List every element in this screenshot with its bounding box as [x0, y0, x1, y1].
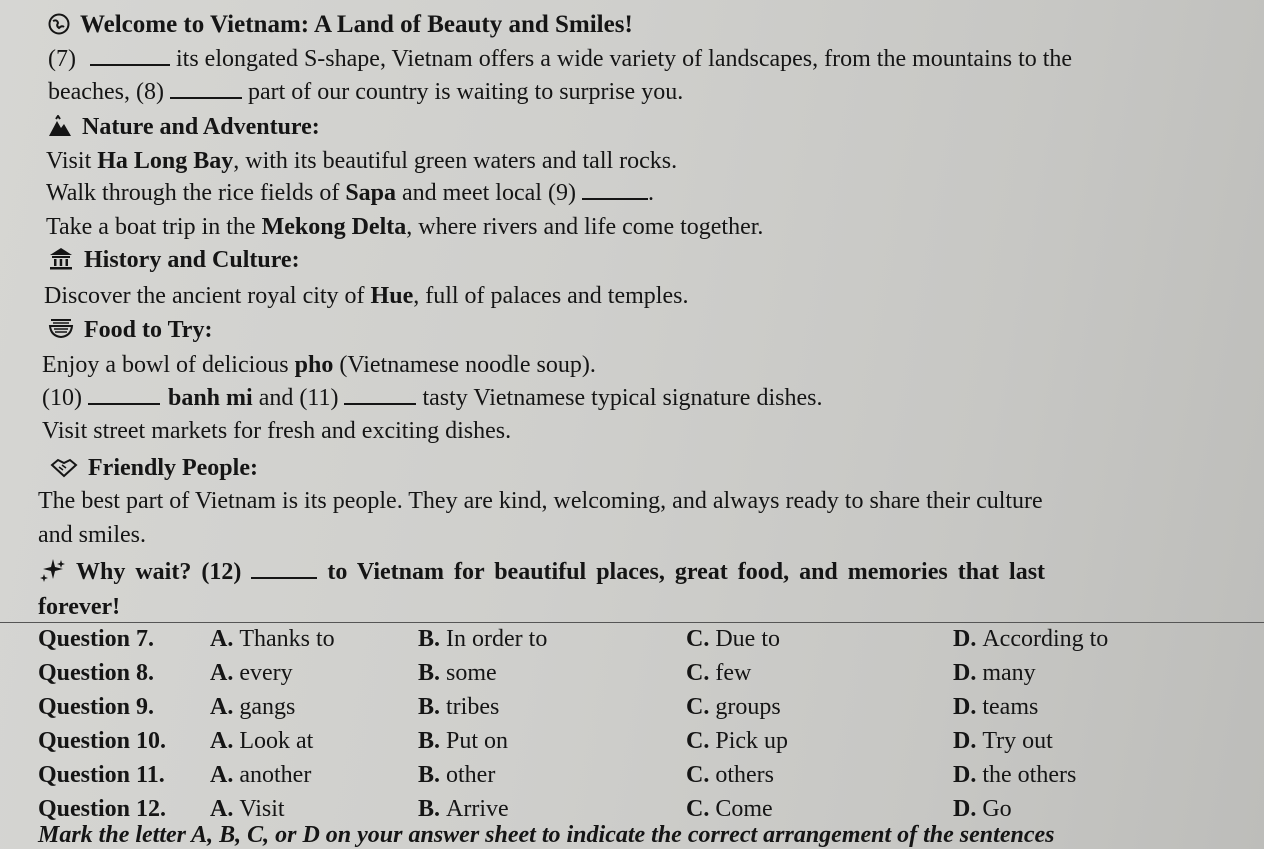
option-letter: D.: [953, 728, 977, 754]
option-text: In order to: [446, 626, 548, 652]
place-ha-long-bay: Ha Long Bay: [97, 148, 234, 174]
question-row: [38, 725, 1258, 757]
why-text-b: to Vietnam for beautiful places, great food, and memories that last: [317, 559, 1046, 585]
option-text: Thanks to: [239, 626, 335, 652]
option-d[interactable]: [953, 623, 1108, 655]
option-text: Arrive: [446, 796, 509, 822]
people-heading-line: [50, 453, 258, 486]
nature-l1-text-c: , with its beautiful green waters and tall rocks.: [233, 148, 678, 174]
question-row: [38, 623, 1258, 655]
option-letter: C.: [686, 660, 710, 686]
question-label: Question 8.: [38, 660, 155, 686]
nature-l2-text-d: .: [647, 180, 654, 206]
option-c[interactable]: [686, 725, 788, 757]
option-a[interactable]: [210, 691, 295, 723]
intro-line-1: [48, 44, 1072, 74]
bottom-instruction: Mark the letter A, B, C, or D on your answer sheet to indicate the correct arrangement of the sentences: [38, 822, 1055, 848]
nature-l2-text-c: and meet local (9): [396, 180, 582, 206]
nature-line-2: [46, 178, 654, 208]
option-letter: D.: [953, 626, 977, 652]
option-letter: D.: [953, 762, 977, 788]
option-d[interactable]: [953, 657, 1036, 689]
nature-line-1: [46, 146, 677, 176]
option-text: Come: [715, 796, 773, 822]
history-line-1: [44, 281, 688, 311]
place-hue: Hue: [370, 283, 414, 309]
option-c[interactable]: [686, 623, 780, 655]
food-l1-text-c: (Vietnamese noodle soup).: [333, 352, 596, 378]
option-letter: C.: [686, 762, 710, 788]
option-b[interactable]: [418, 623, 547, 655]
intro-text-1: its elongated S-shape, Vietnam offers a wide variety of landscapes, from the mountains to the: [169, 46, 1073, 72]
question-row: [38, 793, 1258, 825]
option-b[interactable]: [418, 793, 509, 825]
option-a[interactable]: [210, 623, 335, 655]
option-text: the others: [982, 762, 1077, 788]
option-d[interactable]: [953, 759, 1076, 791]
food-heading: Food to Try:: [84, 317, 213, 343]
option-text: tribes: [446, 694, 500, 720]
option-letter: B.: [418, 660, 441, 686]
blank-11: [344, 383, 416, 405]
blank-8: [170, 77, 242, 99]
option-b[interactable]: [418, 759, 495, 791]
option-text: teams: [982, 694, 1039, 720]
option-letter: D.: [953, 694, 977, 720]
people-heading: Friendly People:: [88, 455, 258, 481]
question-row: [38, 759, 1258, 791]
option-letter: A.: [210, 796, 234, 822]
blank-10: [88, 383, 160, 405]
option-d[interactable]: [953, 725, 1053, 757]
option-c[interactable]: [686, 657, 751, 689]
intro-text-2: beaches, (8): [48, 79, 170, 105]
option-text: many: [982, 660, 1036, 686]
temple-icon: [48, 246, 74, 278]
question-row: [38, 691, 1258, 723]
option-letter: B.: [418, 728, 441, 754]
option-text: some: [446, 660, 497, 686]
option-d[interactable]: [953, 793, 1012, 825]
food-l2-text-d: tasty Vietnamese typical signature dishes.: [416, 385, 823, 411]
people-l1-text: The best part of Vietnam is its people. They are kind, welcoming, and always ready to share their culture: [38, 488, 1043, 514]
food-line-1: [42, 350, 596, 380]
sparkles-icon: [40, 558, 66, 590]
question-label: Question 12.: [38, 796, 167, 822]
food-heading-line: [48, 315, 212, 348]
option-b[interactable]: [418, 691, 499, 723]
food-line-3: [42, 416, 511, 446]
title-line: [48, 10, 633, 43]
option-letter: B.: [418, 694, 441, 720]
option-text: groups: [715, 694, 781, 720]
why-text-c: forever!: [38, 594, 121, 620]
food-l1-text-a: Enjoy a bowl of delicious: [42, 352, 295, 378]
people-line-1: [38, 486, 1043, 516]
option-text: another: [239, 762, 312, 788]
place-sapa: Sapa: [345, 180, 397, 206]
option-c[interactable]: [686, 759, 774, 791]
dish-banh-mi: banh mi: [167, 385, 253, 411]
option-a[interactable]: [210, 759, 311, 791]
food-line-2: [42, 383, 822, 413]
option-b[interactable]: [418, 657, 497, 689]
question-row: [38, 657, 1258, 689]
option-letter: D.: [953, 660, 977, 686]
blank-9: [582, 178, 648, 200]
option-letter: B.: [418, 626, 441, 652]
nature-l3-text-a: Take a boat trip in the: [46, 214, 262, 240]
nature-l3-text-c: , where rivers and life come together.: [406, 214, 764, 240]
blank-number-7: (7): [48, 46, 76, 72]
blank-12: [251, 557, 317, 579]
option-letter: A.: [210, 626, 234, 652]
option-b[interactable]: [418, 725, 508, 757]
option-a[interactable]: [210, 725, 313, 757]
option-letter: A.: [210, 694, 234, 720]
food-l2-text-c: and (11): [252, 385, 345, 411]
mountain-icon: [48, 115, 72, 145]
question-label: Question 7.: [38, 626, 155, 652]
option-letter: A.: [210, 728, 234, 754]
option-text: Try out: [982, 728, 1053, 754]
option-text: Due to: [715, 626, 780, 652]
option-c[interactable]: [686, 691, 781, 723]
people-l2-text: and smiles.: [38, 522, 146, 548]
option-letter: B.: [418, 762, 441, 788]
question-label: Question 10.: [38, 728, 167, 754]
food-l2-text-a: (10): [42, 385, 88, 411]
blank-7: [90, 44, 170, 66]
why-line-1: [40, 557, 1045, 590]
nature-heading: Nature and Adventure:: [82, 114, 320, 140]
handshake-icon: [50, 456, 78, 486]
title: Welcome to Vietnam: A Land of Beauty and Smiles!: [80, 11, 633, 38]
intro-line-2: [48, 77, 683, 107]
option-text: every: [239, 660, 293, 686]
nature-line-3: [46, 212, 763, 242]
history-l1-text-a: Discover the ancient royal city of: [44, 283, 371, 309]
option-letter: D.: [953, 796, 977, 822]
intro-text-3: part of our country is waiting to surprise you.: [241, 79, 684, 105]
history-heading: History and Culture:: [84, 247, 300, 273]
option-letter: A.: [210, 660, 234, 686]
globe-icon: [48, 13, 70, 43]
nature-l2-text-a: Walk through the rice fields of: [46, 180, 346, 206]
option-letter: B.: [418, 796, 441, 822]
option-text: few: [715, 660, 752, 686]
history-heading-line: [48, 245, 300, 278]
dish-pho: pho: [294, 352, 334, 378]
option-letter: C.: [686, 626, 710, 652]
option-text: Pick up: [715, 728, 789, 754]
nature-heading-line: [48, 112, 320, 145]
option-a[interactable]: [210, 793, 285, 825]
option-letter: C.: [686, 694, 710, 720]
option-text: Put on: [446, 728, 509, 754]
option-letter: C.: [686, 728, 710, 754]
option-text: others: [715, 762, 774, 788]
option-letter: A.: [210, 762, 234, 788]
question-label: Question 9.: [38, 694, 155, 720]
people-line-2: [38, 520, 146, 550]
option-text: other: [446, 762, 496, 788]
option-c[interactable]: [686, 793, 773, 825]
option-d[interactable]: [953, 691, 1038, 723]
option-text: Look at: [239, 728, 314, 754]
history-l1-text-c: , full of palaces and temples.: [413, 283, 689, 309]
option-text: Go: [982, 796, 1012, 822]
question-label: Question 11.: [38, 762, 165, 788]
option-letter: C.: [686, 796, 710, 822]
option-text: gangs: [239, 694, 296, 720]
place-mekong-delta: Mekong Delta: [261, 214, 407, 240]
option-text: Visit: [239, 796, 285, 822]
why-line-2: [38, 592, 120, 622]
option-a[interactable]: [210, 657, 293, 689]
nature-l1-text-a: Visit: [46, 148, 98, 174]
why-text-a: Why wait? (12): [76, 559, 252, 585]
noodle-bowl-icon: [48, 316, 74, 348]
food-l3-text: Visit street markets for fresh and exciting dishes.: [42, 418, 512, 444]
option-text: According to: [982, 626, 1109, 652]
